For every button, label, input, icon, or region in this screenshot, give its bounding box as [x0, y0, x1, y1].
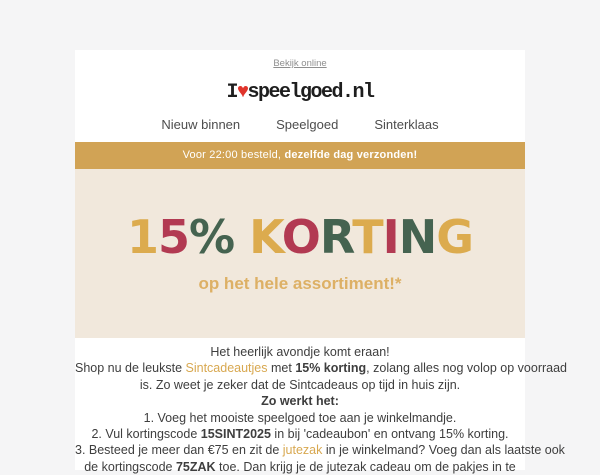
- headline-letter: O: [281, 209, 320, 264]
- text-segment: in bij 'cadeaubon' en ontvang 15% korting.: [270, 427, 509, 442]
- bold-text: 75ZAK: [175, 459, 216, 474]
- text-segment: toe. Dan krijg je de jutezak cadeau om de pakjes in te: [215, 459, 516, 474]
- body-line: [75, 410, 525, 426]
- nav-item-nieuw-binnen[interactable]: Nieuw binnen: [161, 117, 241, 132]
- view-online-link[interactable]: Bekijk online: [273, 58, 327, 69]
- headline-letter: 1: [127, 209, 159, 264]
- body-line: [75, 442, 565, 458]
- inline-link[interactable]: jutezak: [282, 443, 323, 458]
- shipping-banner: [75, 142, 525, 169]
- email-card: [75, 50, 568, 474]
- text-segment: 3. Besteed je meer dan €75 en zit de: [75, 443, 283, 458]
- text-segment: Shop nu de leukste: [75, 361, 186, 376]
- text-segment: is. Zo weet je zeker dat de Sintcadeaus op tijd in huis zijn.: [139, 377, 461, 392]
- banner-text-bold: dezelfde dag verzonden!: [284, 149, 418, 161]
- bold-text: Zo werkt het:: [261, 394, 339, 409]
- logo-text-pre: I: [226, 81, 237, 104]
- headline-letter: I: [382, 209, 399, 264]
- nav-item-sinterklaas[interactable]: Sinterklaas: [374, 117, 439, 132]
- bold-text: 15% korting: [295, 361, 367, 376]
- nav: [75, 117, 525, 132]
- body-line: [75, 459, 525, 475]
- heart-icon: ♥: [236, 81, 248, 104]
- text-segment: , zolang alles nog volop op voorraad: [366, 361, 568, 376]
- text-segment: de kortingscode: [84, 459, 176, 474]
- body-line: [75, 377, 525, 393]
- discount-headline: [127, 209, 473, 264]
- nav-item-speelgoed[interactable]: Speelgoed: [276, 117, 339, 132]
- headline-letter: N: [398, 209, 437, 264]
- banner-text-regular: Voor 22:00 besteld,: [182, 149, 285, 161]
- headline-letter: T: [352, 209, 383, 264]
- text-segment: 1. Voeg het mooiste speelgoed toe aan je winkelmandje.: [143, 410, 457, 425]
- headline-letter: R: [319, 209, 353, 264]
- headline-letter: K: [249, 209, 282, 264]
- bold-text: 15SINT2025: [200, 427, 271, 442]
- text-segment: in je winkelmand? Voeg dan als laatste ook: [322, 443, 565, 458]
- inline-link[interactable]: Sintcadeautjes: [185, 361, 268, 376]
- hero-promo-banner[interactable]: [75, 169, 525, 338]
- body-line: [75, 360, 568, 376]
- headline-letter: [234, 210, 249, 264]
- body-line: [75, 393, 525, 409]
- text-segment: Het heerlijk avondje komt eraan!: [210, 345, 390, 359]
- text-segment: met: [267, 361, 296, 376]
- headline-letter: %: [189, 209, 235, 264]
- email-body-text: [75, 338, 568, 475]
- discount-subline: op het hele assortiment!*: [198, 273, 402, 293]
- logo-text-post: speelgoed.nl: [247, 81, 374, 104]
- headline-letter: 5: [158, 209, 190, 264]
- text-segment: 2. Vul kortingscode: [91, 427, 201, 442]
- body-line: [75, 426, 525, 442]
- headline-letter: G: [436, 209, 473, 264]
- brand-logo[interactable]: [75, 81, 525, 105]
- body-line: [75, 344, 525, 360]
